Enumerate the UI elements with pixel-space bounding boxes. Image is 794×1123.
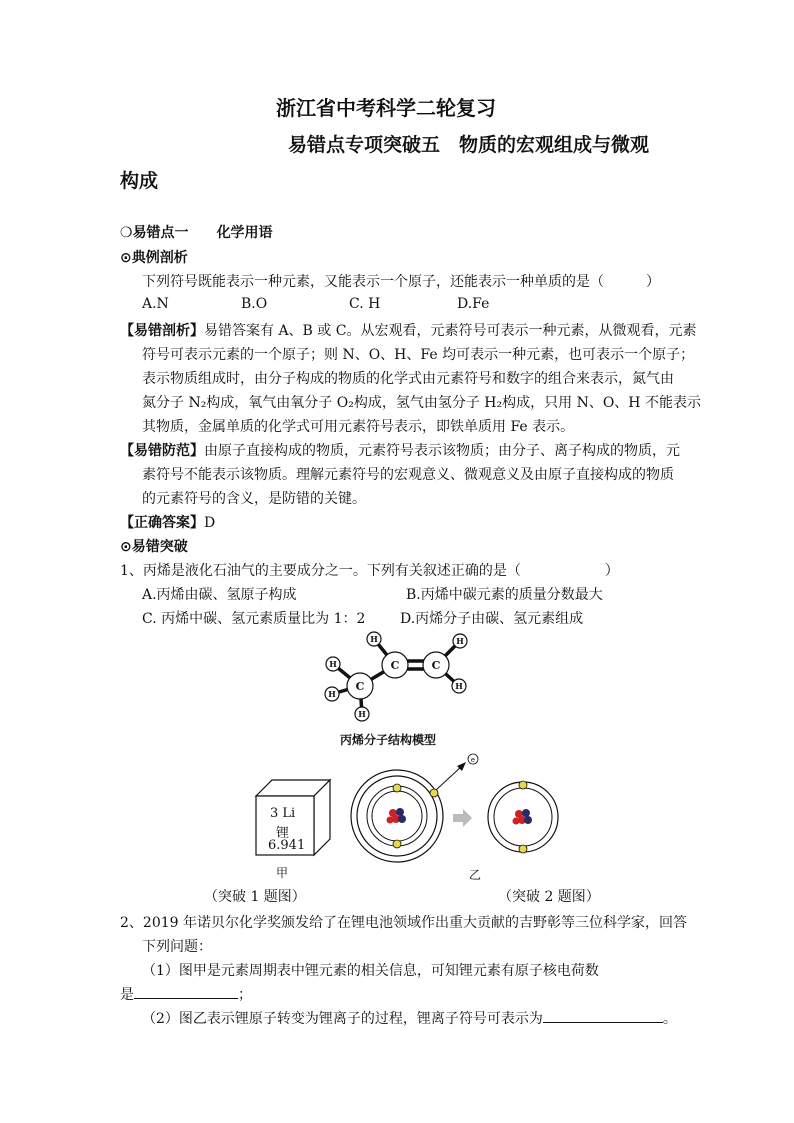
atom-c-label: C xyxy=(390,659,400,672)
prevention-line-3: 的元素符号的含义，是防错的关键。 xyxy=(142,491,366,507)
propene-molecule-figure xyxy=(318,628,478,724)
atom-h-label: H xyxy=(370,634,378,644)
q1-option-d: D.丙烯分子由碳、氢元素组成 xyxy=(400,611,584,627)
section-topic: 化学用语 xyxy=(216,225,273,241)
nucleus-icon xyxy=(387,808,407,824)
atom-h-label: H xyxy=(358,709,366,719)
correct-answer xyxy=(120,512,215,532)
element-mass: 6.941 xyxy=(268,838,306,853)
answer-value: D xyxy=(204,515,216,531)
breakthrough-heading xyxy=(120,536,188,556)
answer-blank[interactable] xyxy=(134,984,238,999)
breakthrough-label: 易错突破 xyxy=(131,539,188,555)
answer-tag: 【正确答案】 xyxy=(120,515,204,531)
q1-option-c: C. 丙烯中碳、氢元素质量比为 1：2 xyxy=(142,611,366,627)
analysis-tag: 【易错剖析】 xyxy=(120,323,204,339)
typical-heading xyxy=(120,247,188,267)
prevention-tag: 【易错防范】 xyxy=(120,443,204,459)
q2-stem-line-2: 下列问题： xyxy=(142,939,212,955)
page-title: 浙江省中考科学二轮复习 xyxy=(276,96,496,120)
dot-circle-icon: ⊙ xyxy=(120,250,132,266)
example-question: 下列符号既能表示一种元素，又能表示一个原子，还能表示一种单质的是（ ） xyxy=(142,274,660,290)
element-name: 锂 xyxy=(276,826,290,841)
page-subtitle-line1: 易错点专项突破五 物质的宏观组成与微观 xyxy=(288,134,650,156)
electron-icon xyxy=(519,781,527,789)
nucleus-icon xyxy=(513,809,533,825)
q1-option-a: A.丙烯由碳、氢原子构成 xyxy=(142,587,297,603)
atom-c-label: C xyxy=(355,680,365,693)
atom-h-label: H xyxy=(455,681,463,691)
label-jia: 甲 xyxy=(276,866,289,880)
q2-part1-line-1: （1）图甲是元素周期表中锂元素的相关信息，可知锂元素有原子核电荷数 xyxy=(142,963,599,979)
caption-breakthrough-1: （突破 1 题图） xyxy=(204,889,306,905)
atom-h-label: H xyxy=(456,636,464,646)
electron-icon xyxy=(519,845,527,853)
typical-label: 典例剖析 xyxy=(131,250,188,266)
electron-mark: e xyxy=(470,756,476,764)
q2-stem-line-1: 2、2019 年诺贝尔化学奖颁发给了在锂电池领域作出重大贡献的吉野彰等三位科学家，回答 xyxy=(120,915,687,931)
answer-blank[interactable] xyxy=(543,1008,663,1023)
section-heading-1 xyxy=(120,222,273,242)
label-yi: 乙 xyxy=(469,868,482,882)
atom-c-label: C xyxy=(431,659,441,672)
q1-stem: 1、丙烯是液化石油气的主要成分之一。下列有关叙述正确的是（ ） xyxy=(120,563,619,579)
q2-part1-line-2: 是 ； xyxy=(120,984,252,1004)
analysis-line-1: 【易错剖析】易错答案有 A、B 或 C。从宏观看，元素符号可表示一种元素，从微观看，元素 xyxy=(120,323,697,339)
page-subtitle-line2: 构成 xyxy=(120,170,159,192)
prevention-line-2: 素符号不能表示该物质。理解元素符号的宏观意义、微观意义及由原子直接构成的物质 xyxy=(142,467,674,483)
option-b: B.O xyxy=(241,296,268,312)
option-d: D.Fe xyxy=(457,296,490,312)
figure1-caption: 丙烯分子结构模型 xyxy=(340,733,437,747)
analysis-line-4: 氮分子 N₂构成，氧气由氧分子 O₂构成，氢气由氢分子 H₂构成，只用 N、O、H 不能表示 xyxy=(142,395,701,411)
dot-circle-icon: ⊙ xyxy=(120,539,132,555)
atom-h-label: H xyxy=(328,689,336,699)
section-label: 易错点一 xyxy=(132,225,189,241)
analysis-line-5: 其物质，金属单质的化学式可用元素符号表示，即铁单质用 Fe 表示。 xyxy=(142,419,575,435)
circle-bullet-icon: ❍ xyxy=(120,225,133,241)
atom-h-label: H xyxy=(329,659,337,669)
electron-icon xyxy=(430,789,438,797)
electron-icon xyxy=(393,784,401,792)
element-symbol-line: 3 Li xyxy=(270,806,296,821)
option-c: C. H xyxy=(349,296,381,312)
q1-option-b: B.丙烯中碳元素的质量分数最大 xyxy=(406,587,603,603)
prevention-line-1: 【易错防范】由原子直接构成的物质，元素符号表示该物质；由分子、离子构成的物质，元 xyxy=(120,443,680,459)
caption-breakthrough-2: （突破 2 题图） xyxy=(498,889,600,905)
lithium-ion-diagram xyxy=(480,774,572,864)
analysis-line-3: 表示物质组成时，由分子构成的物质的化学式由元素符号和数字的组合来表示，氮气由 xyxy=(142,371,674,387)
right-arrow-icon xyxy=(453,809,472,827)
option-a: A.N xyxy=(142,296,169,312)
analysis-line-2: 符号可表示元素的一个原子；则 N、O、H、Fe 均可表示一种元素，也可表示一个原子； xyxy=(142,347,695,363)
q2-part2: （2）图乙表示锂原子转变为锂离子的过程，锂离子符号可表示为 。 xyxy=(142,1008,677,1028)
electron-icon xyxy=(393,840,401,848)
